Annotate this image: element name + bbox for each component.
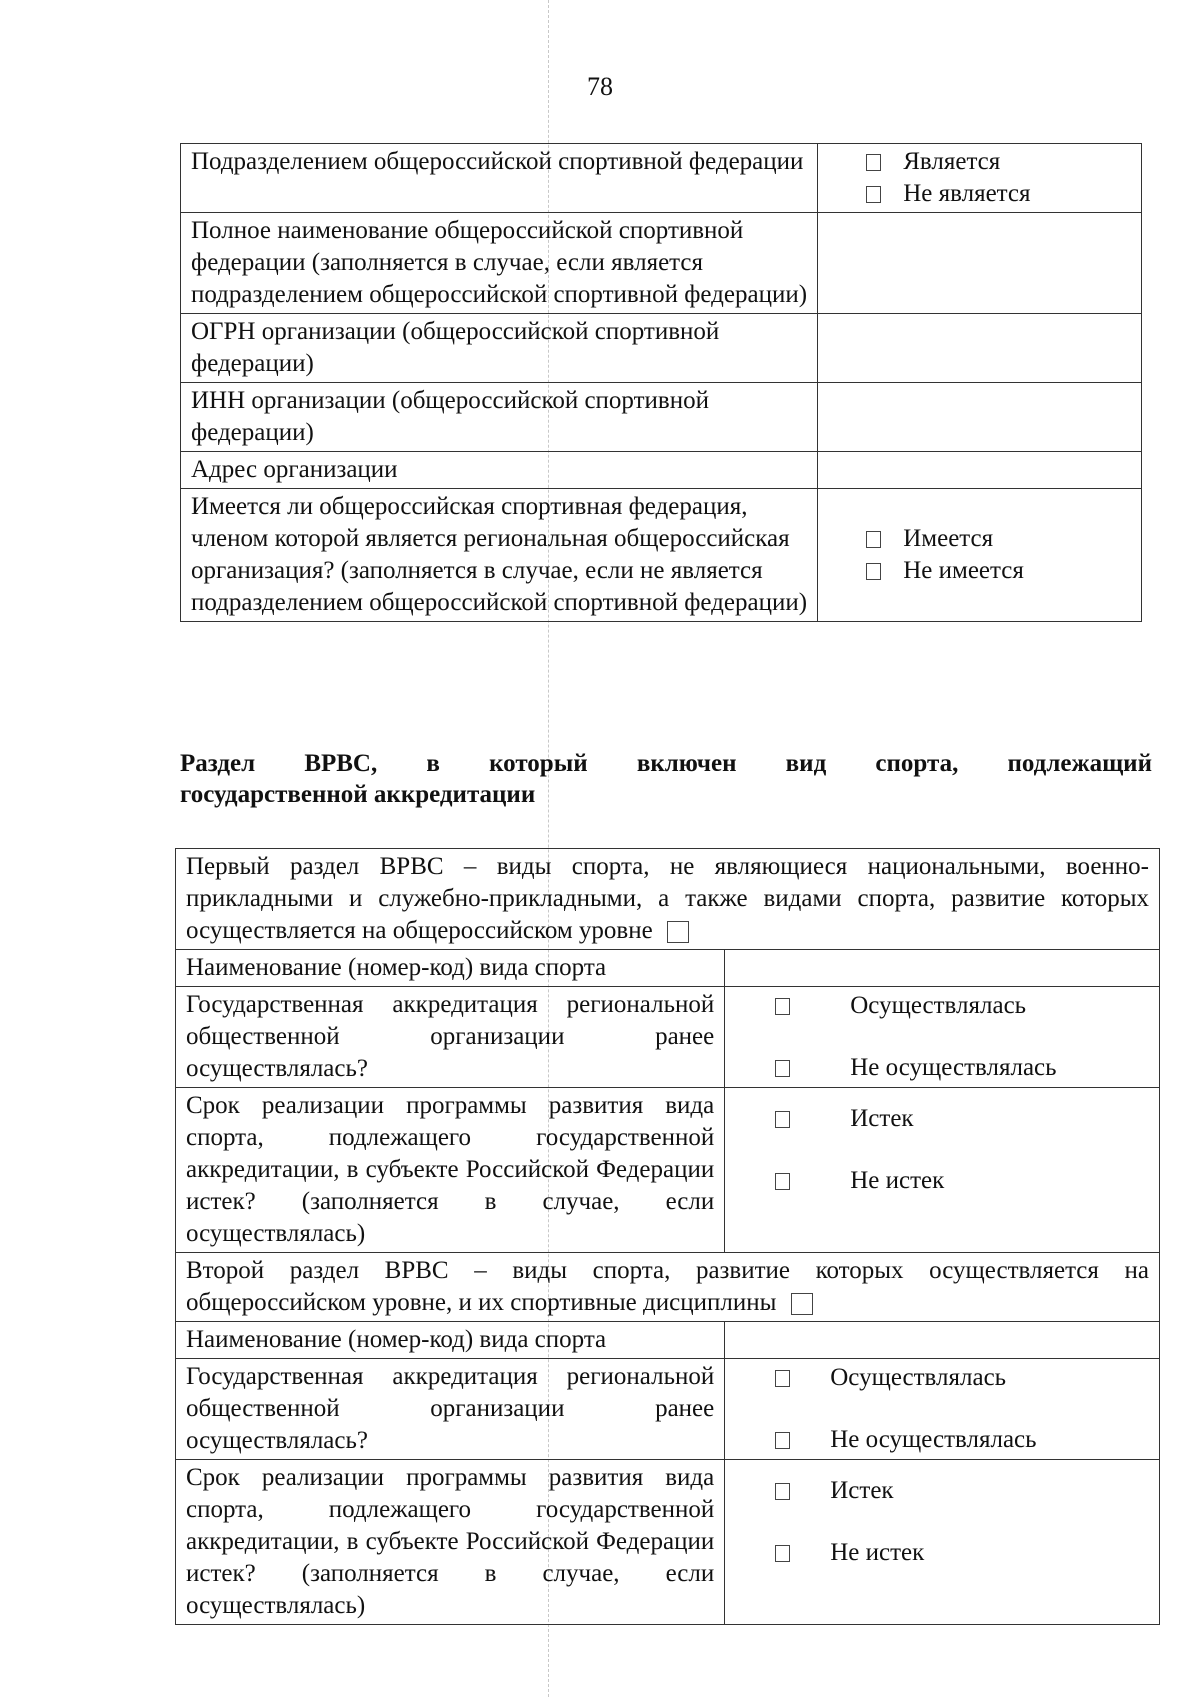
row-label: Срок реализации программы развития вида спорта, подлежащего государственной аккредитации, в субъекте Российской Федерации истек? (заполняется в случае, если осуществлялась) — [176, 1460, 725, 1625]
row-label: ОГРН организации (общероссийской спортивной федерации) — [181, 314, 818, 383]
table-row — [176, 1088, 1160, 1253]
checkbox-group — [725, 1460, 1160, 1625]
value-cell[interactable] — [818, 452, 1142, 489]
value-cell[interactable] — [818, 383, 1142, 452]
checkbox-group — [725, 987, 1160, 1088]
table-row — [181, 452, 1142, 489]
heading-line-2: государственной аккредитации — [180, 781, 536, 808]
federation-table — [180, 143, 1142, 622]
row-label: Срок реализации программы развития вида спорта, подлежащего государственной аккредитации, в субъекте Российской Федерации истек? (заполняется в случае, если осуществлялась) — [176, 1088, 725, 1253]
option-not-expired[interactable]: Не истек — [735, 1537, 1149, 1569]
checkbox-icon[interactable] — [866, 186, 881, 203]
checkbox-icon[interactable] — [866, 154, 881, 171]
row-label: Наименование (номер-код) вида спорта — [176, 1322, 725, 1359]
option-done[interactable]: Осуществлялась — [735, 990, 1149, 1022]
section-2-header: Второй раздел ВРВС – виды спорта, развитие которых осуществляется на общероссийском уровне, и их спортивные дисциплины — [176, 1253, 1160, 1322]
value-cell[interactable] — [725, 1322, 1160, 1359]
section-1-header: Первый раздел ВРВС – виды спорта, не являющиеся национальными, военно-прикладными и служебно-прикладными, а также видами спорта, развитие которых осуществляется на общероссийском уровне — [176, 849, 1160, 950]
checkbox-group — [725, 1359, 1160, 1460]
row-label: Наименование (номер-код) вида спорта — [176, 950, 725, 987]
heading-line-1: Раздел ВРВС, в который включен вид спорта, подлежащий — [180, 750, 1152, 777]
checkbox-icon[interactable] — [775, 1370, 790, 1387]
checkbox-group — [818, 489, 1142, 622]
row-label: Государственная аккредитация региональной общественной организации ранее осуществлялась? — [176, 1359, 725, 1460]
table-row — [176, 950, 1160, 987]
table-row — [176, 1253, 1160, 1322]
checkbox-group — [818, 144, 1142, 213]
table-row — [181, 144, 1142, 213]
value-cell[interactable] — [725, 950, 1160, 987]
table-row — [181, 213, 1142, 314]
table-row — [181, 383, 1142, 452]
row-label: Государственная аккредитация региональной общественной организации ранее осуществлялась? — [176, 987, 725, 1088]
vrvs-table — [175, 848, 1160, 1625]
checkbox-icon[interactable] — [775, 1173, 790, 1190]
option-done[interactable]: Осуществлялась — [735, 1362, 1149, 1394]
option-is-not[interactable]: Не является — [828, 178, 1131, 210]
option-expired[interactable]: Истек — [735, 1103, 1149, 1135]
option-not-expired[interactable]: Не истек — [735, 1165, 1149, 1197]
checkbox-group — [725, 1088, 1160, 1253]
table-row — [176, 849, 1160, 950]
value-cell[interactable] — [818, 314, 1142, 383]
table-row — [176, 1460, 1160, 1625]
table-row — [181, 489, 1142, 622]
table-row — [176, 1359, 1160, 1460]
checkbox-icon[interactable] — [775, 998, 790, 1015]
checkbox-icon[interactable] — [775, 1545, 790, 1562]
table-row — [176, 987, 1160, 1088]
checkbox-icon[interactable] — [866, 563, 881, 580]
option-has-not[interactable]: Не имеется — [828, 555, 1131, 587]
checkbox-icon[interactable] — [775, 1483, 790, 1500]
checkbox-icon[interactable] — [775, 1111, 790, 1128]
row-label: Имеется ли общероссийская спортивная федерация, членом которой является региональная общероссийская организация? (заполняется в случае, если не является подразделением общероссийской спортивной федерации) — [181, 489, 818, 622]
section-heading — [180, 748, 1152, 810]
row-label: ИНН организации (общероссийской спортивной федерации) — [181, 383, 818, 452]
checkbox-icon[interactable] — [791, 1293, 813, 1315]
row-label: Подразделением общероссийской спортивной федерации — [181, 144, 818, 213]
row-label: Адрес организации — [181, 452, 818, 489]
table-row — [176, 1322, 1160, 1359]
option-is[interactable]: Является — [828, 146, 1131, 178]
table-row — [181, 314, 1142, 383]
checkbox-icon[interactable] — [775, 1060, 790, 1077]
checkbox-icon[interactable] — [667, 921, 689, 943]
option-not-done[interactable]: Не осуществлялась — [735, 1424, 1149, 1456]
page-number: 78 — [587, 72, 613, 101]
option-expired[interactable]: Истек — [735, 1475, 1149, 1507]
option-has[interactable]: Имеется — [828, 523, 1131, 555]
checkbox-icon[interactable] — [775, 1432, 790, 1449]
checkbox-icon[interactable] — [866, 531, 881, 548]
value-cell[interactable] — [818, 213, 1142, 314]
option-not-done[interactable]: Не осуществлялась — [735, 1052, 1149, 1084]
row-label: Полное наименование общероссийской спортивной федерации (заполняется в случае, если является подразделением общероссийской спортивной федерации) — [181, 213, 818, 314]
